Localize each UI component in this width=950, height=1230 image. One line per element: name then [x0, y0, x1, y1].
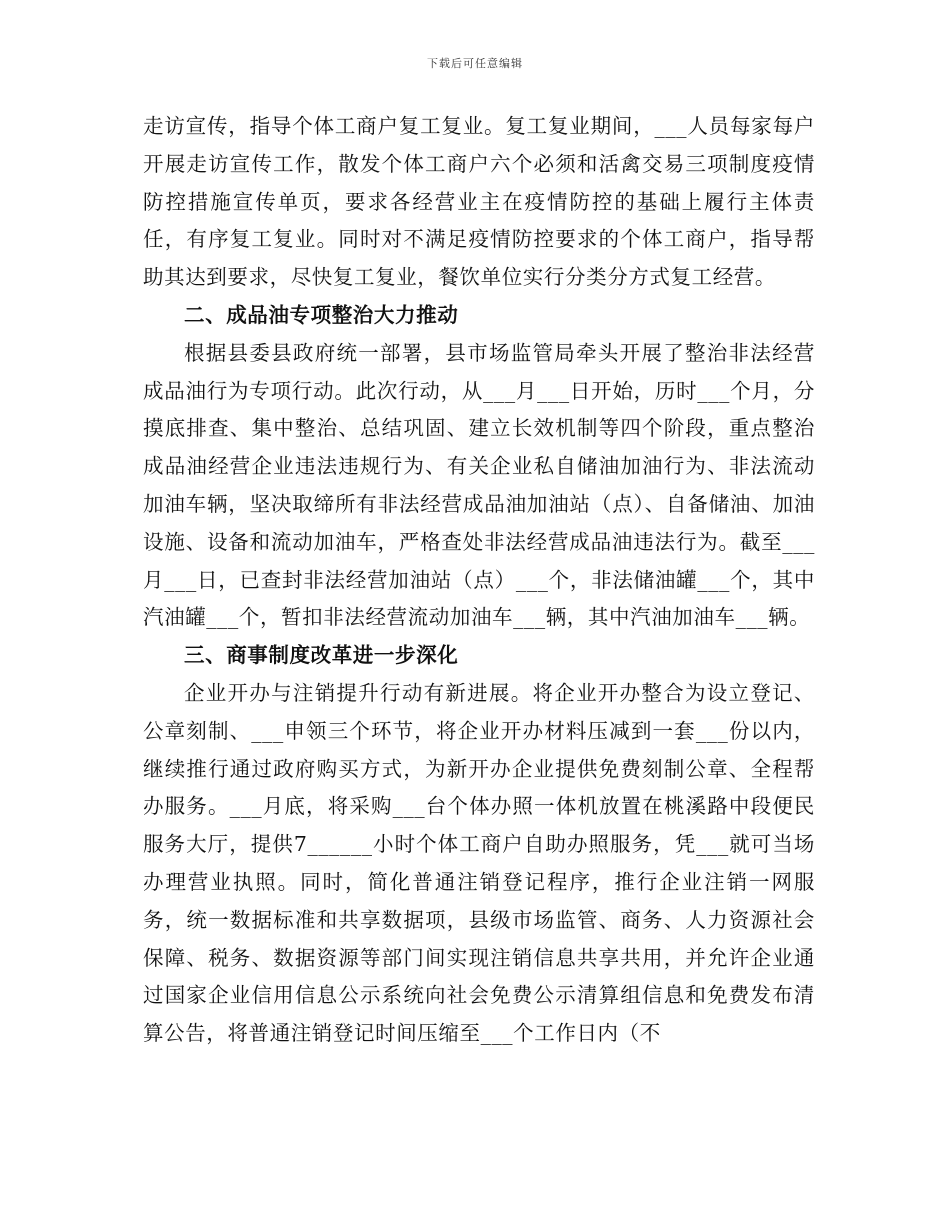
body-paragraph: 走访宣传，指导个体工商户复工复业。复工复业期间，___人员每家每户开展走访宣传工作，散发个体工商户六个必须和活禽交易三项制度疫情防控措施宣传单页，要求各经营业主在疫情防控的基础上履行主体责任，有序复工复业。同时对不满足疫情防控要求的个体工商户，指导帮助其达到要求，尽快复工复业，餐饮单位实行分类分方式复工经营。 [143, 114, 815, 290]
section-heading: 三、商事制度改革进一步深化 [184, 643, 459, 668]
body-paragraph: 企业开办与注销提升行动有新进展。将企业开办整合为设立登记、公章刻制、___申领三个环节，将企业开办材料压减到一套___份以内，继续推行通过政府购买方式，为新开办企业提供免费刻制公章、全程帮办服务。___月底，将采购___台个体办照一体机放置在桃溪路中段便民服务大厅，提供7______小时个体工商户自助办照服务，凭___就可当场办理营业执照。同时，简化普通注销登记程序，推行企业注销一网服务，统一数据标准和共享数据项，县级市场监管、商务、人力资源社会保障、税务、数据资源等部门间实现注销信息共享共用，并允许企业通过国家企业信用信息公示系统向社会免费公示清算组信息和免费发布清算公告，将普通注销登记时间压缩至___个工作日内（不 [143, 680, 815, 1046]
body-paragraph: 根据县委县政府统一部署，县市场监管局牵头开展了整治非法经营成品油行为专项行动。此次行动，从___月___日开始，历时___个月，分摸底排查、集中整治、总结巩固、建立长效机制等四个阶段，重点整治成品油经营企业违法违规行为、有关企业私自储油加油行为、非法流动加油车辆，坚决取缔所有非法经营成品油加油站（点）、自备储油、加油设施、设备和流动加油车，严格查处非法经营成品油违法行为。截至___月___日，已查封非法经营加油站（点）___个，非法储油罐___个，其中汽油罐___个，暂扣非法经营流动加油车___辆，其中汽油加油车___辆。 [143, 340, 815, 630]
document-body [143, 108, 815, 1053]
page-header-note: 下载后可任意编辑 [427, 57, 523, 70]
section-heading: 二、成品油专项整治大力推动 [184, 302, 459, 327]
